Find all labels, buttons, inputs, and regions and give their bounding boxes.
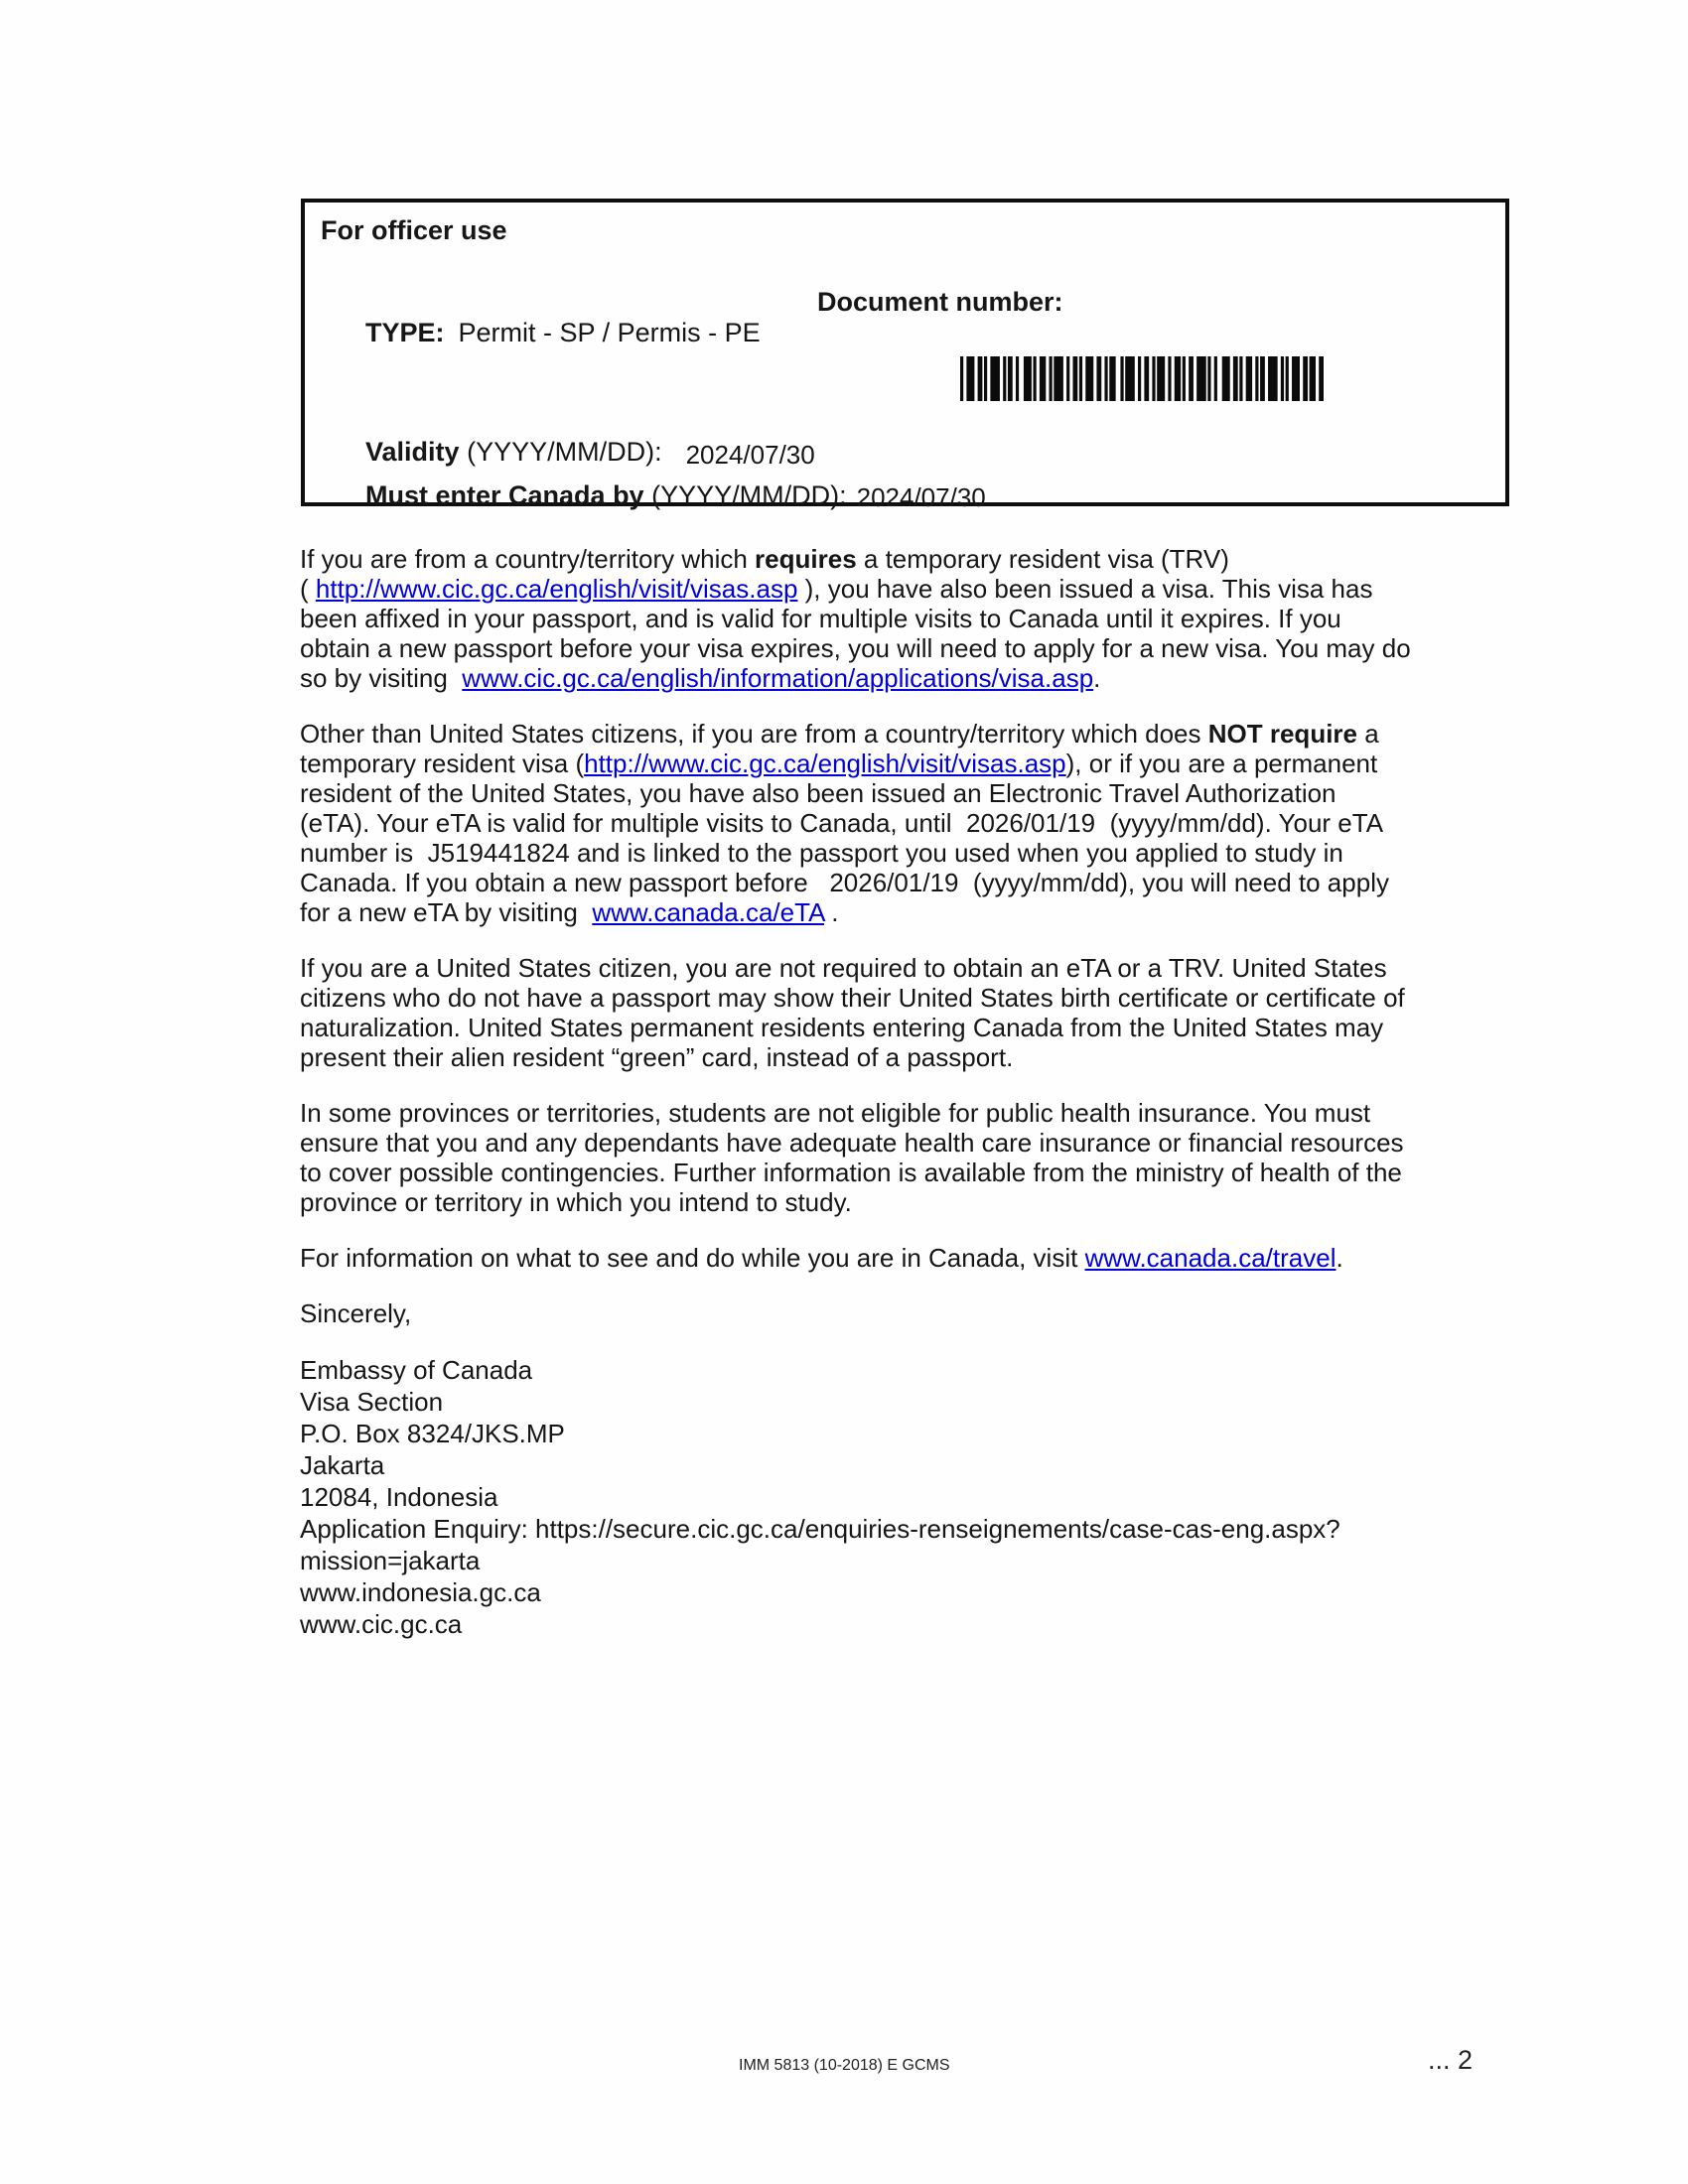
must-enter-row (321, 450, 986, 542)
must-enter-format-space (644, 480, 652, 510)
must-enter-label: Must enter Canada by (365, 480, 644, 510)
paragraph (300, 544, 1551, 693)
type-label: TYPE: (365, 318, 445, 347)
text-line (300, 1158, 1551, 1187)
text-run: ), or if you are a permanent (1065, 749, 1378, 778)
hyperlink[interactable]: http://www.cic.gc.ca/english/visit/visas.asp (584, 749, 1066, 778)
signature-line: Jakarta (300, 1450, 385, 1480)
text-run: naturalization. United States permanent residents entering Canada from the United States may (300, 1013, 1384, 1042)
text-run: . (1093, 663, 1101, 693)
must-enter-format-text: (YYYY/MM/DD): (651, 480, 847, 510)
page-indicator: ... 2 (1428, 2045, 1474, 2075)
form-code: IMM 5813 (10-2018) E GCMS (739, 2057, 950, 2074)
signature-block (300, 1354, 1551, 1640)
signature-line: Visa Section (300, 1387, 444, 1417)
text-run: a temporary resident visa (TRV) (856, 544, 1229, 574)
paragraph (300, 719, 1551, 927)
text-run: Canada. If you obtain a new passport before 2026/01/19 (yyyy/mm/dd), you will need to apply (300, 868, 1389, 897)
text-line (300, 663, 1551, 693)
text-run: If you are a United States citizen, you are not required to obtain an eTA or a TRV. United States (300, 953, 1387, 983)
signature-line: www.cic.gc.ca (300, 1609, 463, 1639)
text-line (300, 868, 1551, 897)
officer-box-title: For officer use (321, 215, 507, 245)
text-run: Other than United States citizens, if you are from a country/territory which does (300, 719, 1208, 749)
paragraph (300, 953, 1551, 1072)
text-line (300, 1128, 1551, 1158)
bold-text-run: NOT require (1207, 719, 1357, 749)
text-run: resident of the United States, you have also been issued an Electronic Travel Authorization (300, 778, 1336, 808)
text-run: ( (300, 574, 316, 604)
text-run: . (823, 897, 839, 927)
paragraphs (300, 544, 1551, 1273)
type-value: Permit - SP / Permis - PE (458, 318, 761, 347)
paragraph (300, 1098, 1551, 1217)
type-row (321, 287, 761, 379)
text-run: In some provinces or territories, students are not eligible for public health insurance. You must (300, 1098, 1371, 1128)
text-run: province or territory in which you intend to study. (300, 1187, 852, 1217)
letter-body (300, 544, 1551, 1640)
hyperlink[interactable]: www.canada.ca/eTA (592, 897, 824, 927)
signature-line: P.O. Box 8324/JKS.MP (300, 1419, 565, 1448)
text-run: temporary resident visa ( (300, 749, 585, 778)
text-line (300, 1243, 1551, 1273)
text-line (300, 778, 1551, 808)
text-run: a (1357, 719, 1379, 749)
text-run: citizens who do not have a passport may show their United States birth certificate or certificate of (300, 983, 1405, 1013)
text-line (300, 983, 1551, 1013)
text-run: number is J519441824 and is linked to the passport you used when you applied to study in (300, 838, 1343, 868)
text-run: present their alien resident “green” card, instead of a passport. (300, 1042, 1014, 1072)
validity-label: Validity (365, 437, 460, 467)
text-run: to cover possible contingencies. Further information is available from the ministry of health of the (300, 1158, 1402, 1187)
text-line (300, 574, 1551, 604)
bold-text-run: requires (755, 544, 857, 574)
signature-line: 12084, Indonesia (300, 1482, 498, 1512)
text-line (300, 1187, 1551, 1217)
text-line (300, 1042, 1551, 1072)
officer-use-box (301, 199, 1509, 512)
text-line (300, 1098, 1551, 1128)
hyperlink[interactable]: www.cic.gc.ca/english/information/applications/visa.asp (462, 663, 1094, 693)
validity-format-text: (YYYY/MM/DD): (467, 437, 662, 467)
signature-line: www.indonesia.gc.ca (300, 1577, 541, 1607)
document-number-label: Document number: (817, 287, 1063, 317)
text-run: . (1336, 1243, 1343, 1273)
text-run: ), you have also been issued a visa. This visa has (797, 574, 1373, 604)
text-line (300, 1013, 1551, 1042)
signature-line: Application Enquiry: https://secure.cic.gc.ca/enquiries-renseignements/case-cas-eng.aspx? (300, 1514, 1340, 1544)
signature-line: mission=jakarta (300, 1546, 481, 1575)
text-line (300, 953, 1551, 983)
closing-line: Sincerely, (300, 1298, 412, 1328)
text-run: for a new eTA by visiting (300, 897, 593, 927)
text-run: If you are from a country/territory which (300, 544, 756, 574)
hyperlink[interactable]: http://www.cic.gc.ca/english/visit/visas.asp (315, 574, 798, 604)
text-line (300, 544, 1551, 574)
text-line (300, 749, 1551, 778)
text-run: (eTA). Your eTA is valid for multiple visits to Canada, until 2026/01/19 (yyyy/mm/dd). Your eTA (300, 808, 1384, 838)
text-line (300, 719, 1551, 749)
text-line (300, 808, 1551, 838)
text-run: so by visiting (300, 663, 463, 693)
validity-value: 2024/07/30 (685, 440, 815, 470)
text-line (300, 604, 1551, 633)
paragraph (300, 1243, 1551, 1273)
text-line (300, 838, 1551, 868)
text-line (300, 897, 1551, 927)
barcode-icon (960, 356, 1324, 401)
signature-line: Embassy of Canada (300, 1355, 533, 1385)
hyperlink[interactable]: www.canada.ca/travel (1084, 1243, 1336, 1273)
must-enter-value: 2024/07/30 (856, 482, 986, 512)
closing (300, 1298, 1551, 1328)
text-run: For information on what to see and do while you are in Canada, visit (300, 1243, 1085, 1273)
text-run: ensure that you and any dependants have adequate health care insurance or financial resources (300, 1128, 1404, 1158)
text-run: been affixed in your passport, and is valid for multiple visits to Canada until it expires. If you (300, 604, 1341, 633)
text-line (300, 633, 1551, 663)
text-run: obtain a new passport before your visa expires, you will need to apply for a new visa. You may do (300, 633, 1411, 663)
